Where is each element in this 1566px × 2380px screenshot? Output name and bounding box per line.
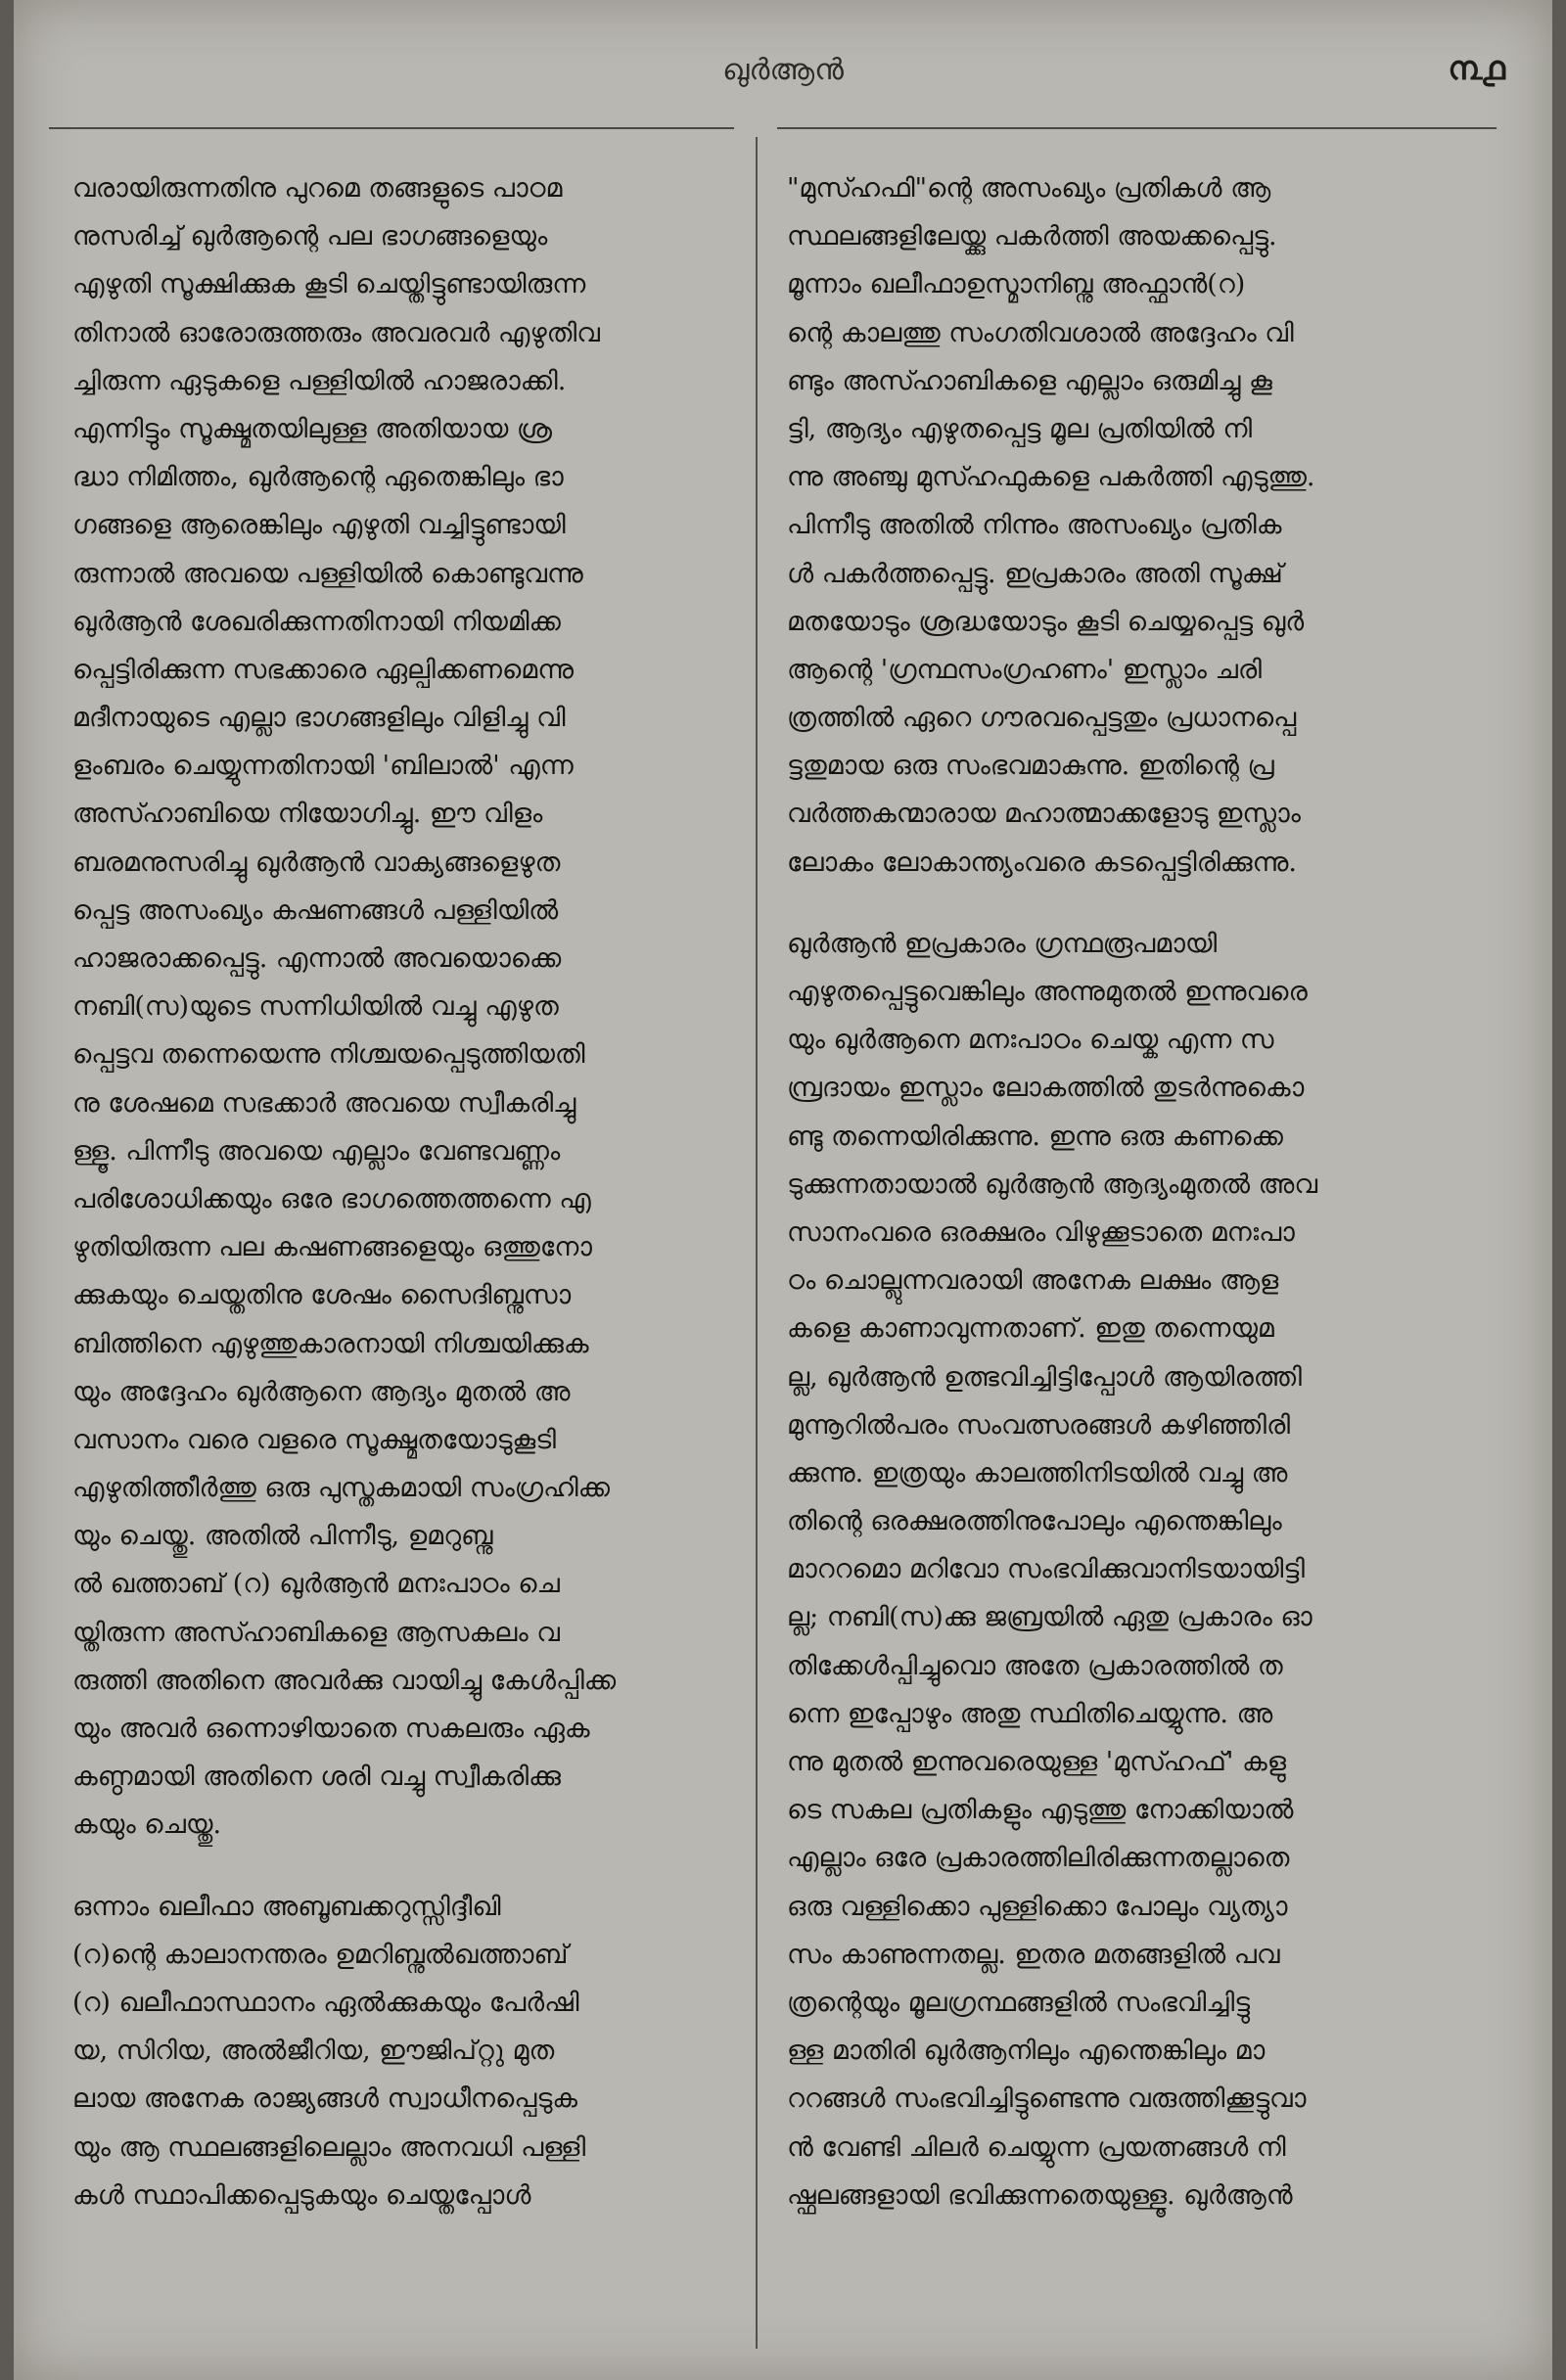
text-line: ററങ്ങൾ സംഭവിച്ചിട്ടുണ്ടെന്നു വരുത്തിക്കൂട്ടുവാ	[787, 2083, 1307, 2115]
text-line: എന്നിട്ടും സൂക്ഷ്മതയിലുള്ള അതിയായ ശ്ര	[72, 413, 552, 444]
text-line: ഗങ്ങളെ ആരെങ്കിലും എഴുതി വച്ചിട്ടുണ്ടായി	[72, 510, 566, 541]
text-line: ണ്ടും അസ്ഹാബികളെ എല്ലാം ഒരുമിച്ചു കൂ	[787, 365, 1272, 396]
text-line: യും ഖുർആനെ മനഃപാഠം ചെയ്ക എന്ന സ	[787, 1025, 1274, 1056]
text-line: ല്ല; നബി(സ)ക്കു ജബ്രയിൽ ഏതു പ്രകാരം ഓ	[787, 1602, 1313, 1633]
paragraph-gap	[787, 887, 1503, 920]
text-line: എഴുതപ്പെട്ടുവെങ്കിലും അന്നുമുതൽ ഇന്നുവരെ	[787, 977, 1308, 1007]
paragraph-gap	[72, 1850, 746, 1883]
text-line: എല്ലാം ഒരേ പ്രകാരത്തിലിരിക്കുന്നതല്ലാതെ	[787, 1843, 1290, 1874]
text-line: എഴുതിത്തീർത്തു ഒരു പുസ്തകമായി സംഗ്രഹിക്ക	[72, 1473, 611, 1504]
text-line: പ്പെട്ട അസംഖ്യം കഷണങ്ങൾ പള്ളിയിൽ	[72, 894, 559, 926]
text-line: തിക്കേൾപ്പിച്ചുവൊ അതേ പ്രകാരത്തിൽ ത	[787, 1650, 1283, 1681]
text-line: തിനാൽ ഓരോരുത്തരും അവരവർ എഴുതിവ	[72, 317, 600, 348]
text-line: ളംബരം ചെയ്യുന്നതിനായി 'ബിലാൽ' എന്ന	[72, 751, 574, 782]
text-line: മുന്നൂറിൽപരം സംവത്സരങ്ങൾ കഴിഞ്ഞിരി	[787, 1409, 1291, 1441]
text-line: കയും ചെയ്തു.	[72, 1809, 222, 1841]
text-line: ള്ള മാതിരി ഖുർആനിലും എന്തെങ്കിലും മാ	[787, 2036, 1266, 2067]
text-line: മദീനായുടെ എല്ലാ ഭാഗങ്ങളിലും വിളിച്ചു വി	[72, 703, 566, 734]
text-line: കളെ കാണാവുന്നതാണ്. ഇതു തന്നെയുമ	[787, 1313, 1274, 1345]
text-line: നബി(സ)യുടെ സന്നിധിയിൽ വച്ചു എഴുത	[72, 991, 559, 1023]
text-line: യും അദ്ദേഹം ഖുർആനെ ആദ്യം മുതൽ അ	[72, 1376, 571, 1407]
text-line: ടെ സകല പ്രതികളും എടുത്തു നോക്കിയാൽ	[787, 1795, 1294, 1826]
text-line: കൾ സ്ഥാപിക്കപ്പെടുകയും ചെയ്തപ്പോൾ	[72, 2179, 531, 2211]
text-line: ള്ളൂ. പിന്നീടു അവയെ എല്ലാം വേണ്ടവണ്ണം	[72, 1135, 561, 1167]
text-line: ക്കുകയും ചെയ്തതിനു ശേഷം സൈദിബ്നുസാ	[72, 1280, 572, 1311]
text-line: മാററമൊ മറിവോ സംഭവിക്കുവാനിടയായിട്ടി	[787, 1554, 1306, 1585]
text-line: രുന്നാൽ അവയെ പള്ളിയിൽ കൊണ്ടുവന്നു	[72, 558, 583, 589]
book-page	[14, 0, 1552, 2380]
running-title: ഖുർആൻ	[722, 53, 844, 87]
page-number: ൩൧	[1448, 49, 1505, 88]
text-line: ൽ ഖത്താബ് (റ) ഖുർആൻ മനഃപാഠം ചെ	[72, 1569, 560, 1600]
text-line: യും ആ സ്ഥലങ്ങളിലെല്ലാം അനവധി പള്ളി	[72, 2131, 586, 2163]
text-line: നു ശേഷമെ സഭക്കാർ അവയെ സ്വീകരിച്ചു	[72, 1087, 576, 1119]
right-column	[787, 164, 1503, 2220]
text-line: ഒന്നാം ഖലീഫാ അബൂബക്കറുസ്സിദ്ദീഖി	[72, 1891, 501, 1922]
text-line: ഖുർആൻ ശേഖരിക്കുന്നതിനായി നിയമിക്ക	[72, 606, 561, 637]
text-line: ന്നെ ഇപ്പോഴും അതു സ്ഥിതിചെയ്യുന്നു. അ	[787, 1698, 1273, 1729]
text-line: ക്കുന്നു. ഇത്രയും കാലത്തിനിടയിൽ വച്ചു അ	[787, 1457, 1288, 1488]
text-line: മ്പ്രദായം ഇസ്ലാം ലോകത്തിൽ തുടർന്നുകൊ	[787, 1073, 1305, 1104]
text-line: അസ്ഹാബിയെ നിയോഗിച്ചു. ഈ വിളം	[72, 799, 543, 830]
text-line: ബിത്തിനെ എഴുത്തുകാരനായി നിശ്ചയിക്കുക	[72, 1328, 589, 1359]
text-line: ലായ അനേക രാജ്യങ്ങൾ സ്വാധീനപ്പെടുക	[72, 2083, 578, 2115]
text-line: പ്പെട്ടവ തന്നെയെന്നു നിശ്ചയപ്പെടുത്തിയതി	[72, 1039, 585, 1071]
text-line: ഷ്ഫലങ്ങളായി ഭവിക്കുന്നതെയുള്ളൂ. ഖുർആൻ	[787, 2179, 1293, 2211]
text-line: ഒരു വള്ളിക്കൊ പുള്ളിക്കൊ പോലും വ്യത്യാ	[787, 1891, 1288, 1922]
text-line: എഴുതി സൂക്ഷിക്കുക കൂടി ചെയ്തിട്ടുണ്ടായിരുന്ന	[72, 269, 586, 300]
text-line: യും ചെയ്തു. അതിൽ പിന്നീടു, ഉമറുബ്നു	[72, 1521, 493, 1552]
text-line: (റ) ഖലീഫാസ്ഥാനം ഏൽക്കുകയും പേർഷി	[72, 1987, 579, 2018]
text-line: ന്നു മുതൽ ഇന്നുവരെയുള്ള 'മുസ്ഹഫ്' കളു	[787, 1747, 1287, 1777]
left-column	[72, 164, 746, 2220]
text-line: ല്ല, ഖുർആൻ ഉത്ഭവിച്ചിട്ടിപ്പോൾ ആയിരത്തി	[787, 1361, 1302, 1393]
text-line: മതയോടും ശ്രദ്ധയോടും കൂടി ചെയ്യപ്പെട്ട ഖുർ	[787, 606, 1305, 637]
text-line: തിന്റെ ഒരക്ഷരത്തിനുപോലും എന്തെങ്കിലും	[787, 1506, 1282, 1537]
text-line: നുസരിച്ച് ഖുർആന്റെ പല ഭാഗങ്ങളെയും	[72, 221, 548, 252]
text-line: ആന്റെ 'ഗ്രന്ഥസംഗ്രഹണം' ഇസ്ലാം ചരി	[787, 654, 1262, 685]
text-line: ന്റെ കാലത്തു സംഗതിവശാൽ അദ്ദേഹം വി	[787, 317, 1294, 348]
text-line: ഴുതിയിരുന്ന പല കഷണങ്ങളെയും ഒത്തുനോ	[72, 1232, 592, 1263]
text-line: ബരമനുസരിച്ചു ഖുർആൻ വാക്യങ്ങളെഴുത	[72, 847, 561, 878]
text-line: പരിശോധിക്കയും ഒരേ ഭാഗത്തെത്തന്നെ എ	[72, 1183, 591, 1214]
text-line: സ്ഥലങ്ങളിലേയ്ക്കു പകർത്തി അയക്കപ്പെട്ടു.	[787, 221, 1277, 252]
text-line: ന്നു അഞ്ചു മുസ്ഹഫുകളെ പകർത്തി എടുത്തു.	[787, 462, 1315, 493]
text-line: ഖുർആൻ ഇപ്രകാരം ഗ്രന്ഥരൂപമായി	[787, 928, 1218, 959]
text-line: സാനംവരെ ഒരക്ഷരം വിഴുക്കൂടാതെ മനഃപാ	[787, 1216, 1295, 1248]
text-line: ത്രന്റെയും മൂലഗ്രന്ഥങ്ങളിൽ സംഭവിച്ചിട്ടു	[787, 1987, 1251, 2018]
left-paragraph-2	[72, 1883, 746, 2220]
text-line: (റ)ന്റെ കാലാനന്തരം ഉമറിബ്നുൽഖത്താബ്	[72, 1939, 569, 1970]
text-line: വരായിരുന്നതിനു പുറമെ തങ്ങളുടെ പാഠമ	[72, 173, 563, 204]
text-line: ച്ചിരുന്ന ഏടുകളെ പള്ളിയിൽ ഹാജരാക്കി.	[72, 365, 567, 396]
text-line: രുത്തി അതിനെ അവർക്കു വായിച്ചു കേൾപ്പിക്ക	[72, 1665, 617, 1696]
text-line: ണ്ടു തന്നെയിരിക്കുന്നു. ഇന്നു ഒരു കണക്കെ	[787, 1121, 1283, 1152]
running-head	[14, 35, 1552, 94]
text-line: ഹാജരാക്കപ്പെട്ടു. എന്നാൽ അവയൊക്കെ	[72, 943, 562, 974]
text-line: ഠം ചൊല്ലുന്നവരായി അനേക ലക്ഷം ആള	[787, 1265, 1279, 1297]
left-paragraph-1	[72, 164, 746, 1850]
text-line: ട്ടതുമായ ഒരു സംഭവമാകുന്നു. ഇതിന്റെ പ്ര	[787, 751, 1274, 782]
text-line: ൾ പകർത്തപ്പെട്ടു. ഇപ്രകാരം അതി സൂക്ഷ്	[787, 558, 1283, 589]
text-line: ദ്ധാ നിമിത്തം, ഖുർആന്റെ ഏതെങ്കിലും ഭാ	[72, 462, 564, 493]
text-line: പിന്നീടു അതിൽ നിന്നും അസംഖ്യം പ്രതിക	[787, 510, 1282, 541]
text-line: സം കാണുന്നതല്ല. ഇതര മതങ്ങളിൽ പവ	[787, 1939, 1280, 1970]
right-paragraph-1	[787, 164, 1503, 887]
text-line: യ്തിരുന്ന അസ്ഹാബികളെ ആസകലം വ	[72, 1617, 560, 1648]
text-line: വർത്തകന്മാരായ മഹാത്മാക്കളോടു ഇസ്ലാം	[787, 799, 1301, 830]
text-line: ത്രത്തിൽ ഏറെ ഗൗരവപ്പെട്ടതും പ്രധാനപ്പെ	[787, 703, 1297, 734]
text-line: ട്ടി, ആദ്യം എഴുതപ്പെട്ട മൂല പ്രതിയിൽ നി	[787, 413, 1253, 444]
text-line: ലോകം ലോകാന്ത്യംവരെ കടപ്പെട്ടിരിക്കുന്നു.	[787, 847, 1297, 878]
header-rule-right	[777, 127, 1497, 129]
text-line: യ, സിറിയ, അൽജീറിയ, ഈജിപ്റ്റു മുത	[72, 2036, 555, 2067]
header-rule-left	[49, 127, 734, 129]
text-line: "മുസ്ഹഫി"ന്റെ അസംഖ്യം പ്രതികൾ ആ	[787, 173, 1271, 204]
text-line: യും അവർ ഒന്നൊഴിയാതെ സകലരും ഏക	[72, 1714, 590, 1744]
text-line: ൻ വേണ്ടി ചിലർ ചെയ്യുന്ന പ്രയത്നങ്ങൾ നി	[787, 2131, 1286, 2163]
column-divider	[756, 137, 758, 2349]
text-line: പ്പെട്ടിരിക്കുന്ന സഭക്കാരെ ഏല്പിക്കണമെന്നു	[72, 654, 574, 685]
text-line: കണ്ഠമായി അതിനെ ശരി വച്ചു സ്വീകരിക്കു	[72, 1762, 562, 1793]
text-line: വസാനം വരെ വളരെ സൂക്ഷ്മതയോടുകൂടി	[72, 1424, 556, 1455]
text-line: മൂന്നാം ഖലീഫാഉസ്മാനിബ്നു അഫ്ഫാൻ(റ)	[787, 269, 1246, 300]
text-line: ടുക്കുന്നതായാൽ ഖുർആൻ ആദ്യംമുതൽ അവ	[787, 1168, 1318, 1200]
right-paragraph-2	[787, 920, 1503, 2220]
